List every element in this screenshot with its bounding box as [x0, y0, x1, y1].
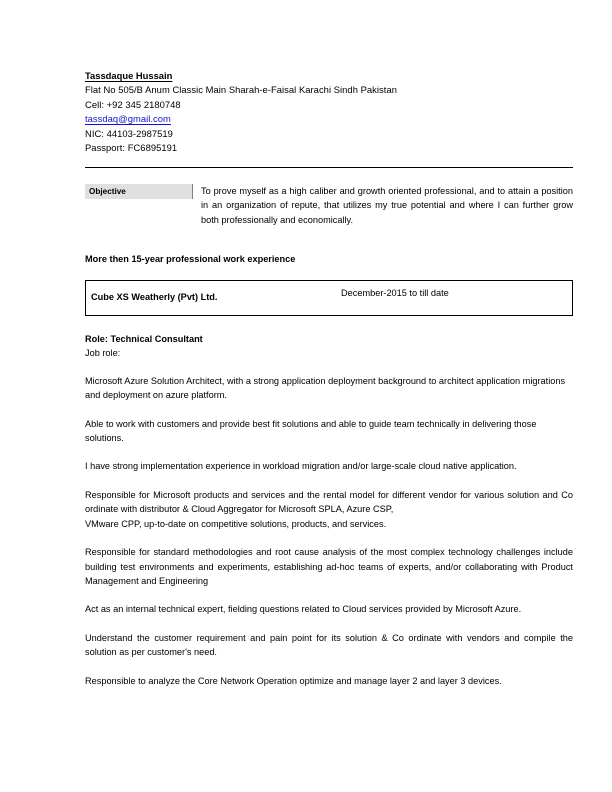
objective-label: Objective	[89, 186, 126, 196]
candidate-address: Flat No 505/B Anum Classic Main Sharah-e-Faisal Karachi Sindh Pakistan	[85, 84, 397, 95]
contact-header	[85, 68, 573, 156]
candidate-nic: NIC: 44103-2987519	[85, 127, 173, 139]
job-paragraph: Responsible for Microsoft products and services and the rental model for different vendor for various solution and Co ordinate with distributor & Cloud Aggregator for Microsoft SPLA, Azure CSP,	[85, 489, 573, 515]
objective-label-cell	[85, 184, 193, 199]
experience-heading: More then 15-year professional work experience	[85, 253, 296, 264]
job-paragraph: Microsoft Azure Solution Architect, with a strong application deployment background to architect application migrations and deployment on azure platform.	[85, 375, 566, 401]
candidate-email-line	[85, 112, 573, 127]
header-divider	[85, 167, 573, 168]
role-title: Role: Technical Consultant	[85, 333, 203, 344]
objective-section	[85, 184, 573, 227]
role-subtitle: Job role:	[85, 347, 121, 358]
candidate-passport: Passport: FC6895191	[85, 142, 178, 154]
job-paragraph: I have strong implementation experience in workload migration and/or large-scale cloud native application.	[85, 461, 517, 472]
email-link[interactable]: tassdaq@gmail.com	[85, 113, 171, 125]
job-paragraph: Understand the customer requirement and pain point for its solution & Co ordinate with vendors and compile the solution as per customer's need.	[85, 632, 573, 658]
job-paragraph: Able to work with customers and provide best fit solutions and able to guide team technically in delivering those solutions.	[85, 418, 537, 444]
candidate-phone: Cell: +92 345 2180748	[85, 98, 181, 110]
company-box	[85, 280, 573, 316]
company-name: Cube XS Weatherly (Pvt) Ltd.	[91, 291, 218, 302]
job-paragraph: Responsible to analyze the Core Network Operation optimize and manage layer 2 and layer 3 devices.	[85, 675, 502, 686]
candidate-name: Tassdaque Hussain	[85, 70, 173, 81]
job-paragraph: Act as an internal technical expert, fielding questions related to Cloud services provided by Microsoft Azure.	[85, 604, 522, 615]
company-date: December-2015 to till date	[341, 287, 449, 298]
objective-text-cell	[193, 184, 573, 227]
job-paragraph: VMware CPP, up-to-date on competitive solutions, products, and services.	[85, 518, 387, 529]
objective-text: To prove myself as a high caliber and growth oriented professional, and to attain a position in an organization of repute, that utilizes my true potential and where I can further grow both professionally and economically.	[201, 185, 573, 225]
job-paragraph: Responsible for standard methodologies and root cause analysis of the most complex technology challenges include building test environments and experiments, establishing ad-hoc teams of experts, and/or collaborating with Product Management and Engineering	[85, 547, 573, 586]
document-content	[85, 68, 573, 688]
